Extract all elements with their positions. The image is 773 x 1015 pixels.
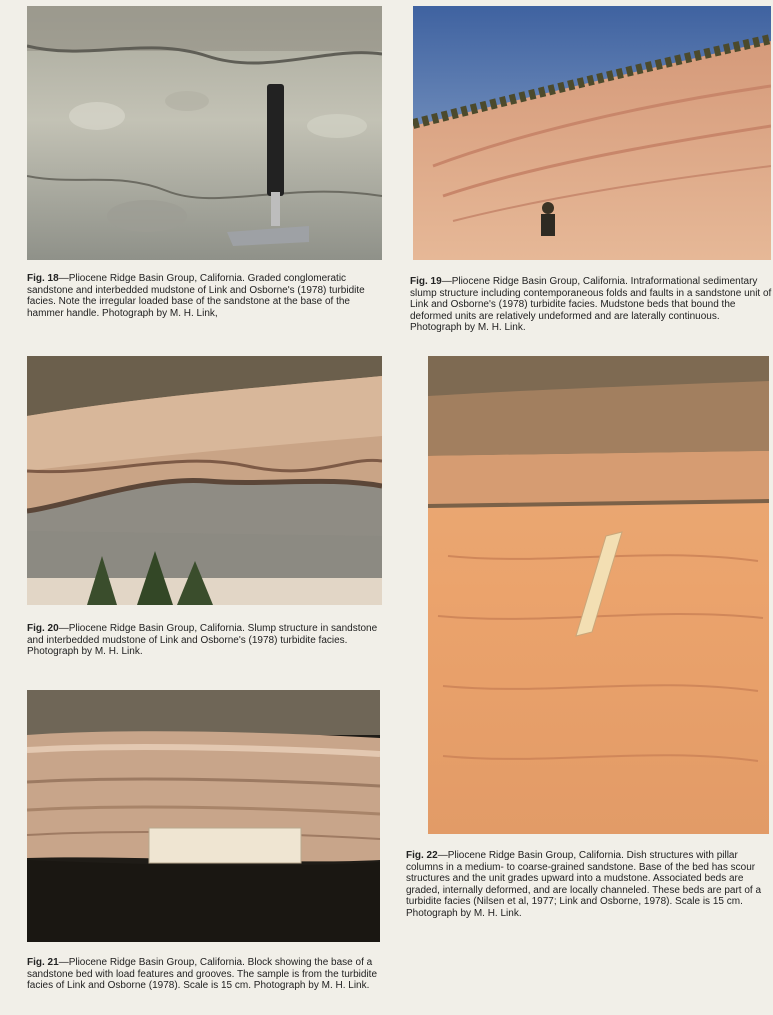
fig20-label: Fig. 20 xyxy=(27,623,59,634)
fig21-photo xyxy=(27,690,380,942)
fig20-caption xyxy=(27,623,387,658)
fig18-text: —Pliocene Ridge Basin Group, California. Graded conglomeratic sandstone and interbedded mudstone of Link and Osborne's (1978) turbidite facies. Note the irregular loaded base of the sandstone at the base of the hammer handle. Photograph by M. H. Link, xyxy=(27,273,365,319)
fig19-label: Fig. 19 xyxy=(410,276,442,287)
fig19-caption xyxy=(410,276,772,334)
fig18-label: Fig. 18 xyxy=(27,273,59,284)
fig21-text: —Pliocene Ridge Basin Group, California. Block showing the base of a sandstone bed with load features and grooves. The sample is from the turbidite facies of Link and Osborne (1978). Scale is 15 cm. Photograph by M. H. Link. xyxy=(27,957,378,992)
fig20-photo xyxy=(27,356,382,605)
fig20-text: —Pliocene Ridge Basin Group, California. Slump structure in sandstone and interbedded mudstone of Link and Osborne's (1978) turbidite facies. Photograph by M. H. Link. xyxy=(27,623,378,658)
fig22-caption xyxy=(406,850,770,920)
fig21-caption xyxy=(27,957,389,992)
fig22-photo xyxy=(428,356,769,834)
fig19-text: —Pliocene Ridge Basin Group, California. Intraformational sedimentary slump structure including contemporaneous folds and faults in a sandstone unit of Link and Osborne's (1978) turbidite facies. Mudstone beds that bound the deformed units are relatively undeformed and are laterally continuous. Photograph by M. H. Link. xyxy=(410,276,772,334)
fig22-label: Fig. 22 xyxy=(406,850,438,861)
fig18-photo xyxy=(27,6,382,260)
fig19-photo xyxy=(413,6,771,260)
fig18-caption xyxy=(27,273,387,319)
fig21-label: Fig. 21 xyxy=(27,957,59,968)
fig22-text: —Pliocene Ridge Basin Group, California. Dish structures with pillar columns in a medium- to coarse-grained sandstone. Base of the bed has scour structures and the unit grades upward into a mudstone. Associated beds are graded, internally deformed, and are locally channeled. These beds are part of a turbidite facies (Nilsen et al, 1977; Link and Osborne, 1978). Scale is 15 cm. Photograph by M. H. Link. xyxy=(406,850,762,919)
